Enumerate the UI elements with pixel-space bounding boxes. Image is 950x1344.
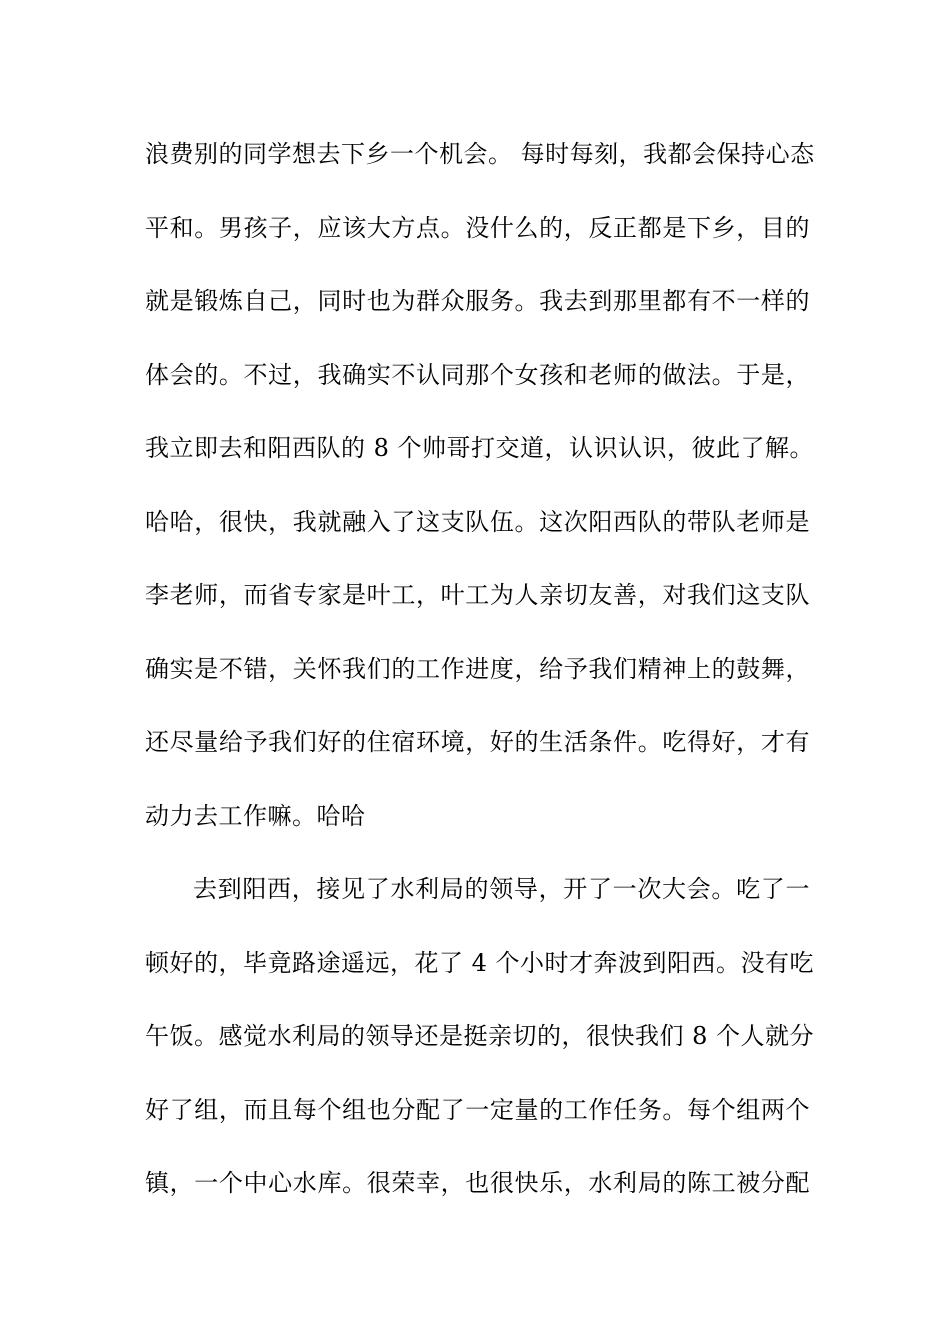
text-line: 还尽量给予我们好的住宿环境，好的生活条件。吃得好，才有 xyxy=(145,728,810,756)
text-line: 镇，一个中心水库。很荣幸，也很快乐，水利局的陈工被分配 xyxy=(145,1169,810,1197)
text-line: 我立即去和阳西队的 8 个帅哥打交道，认识认识，彼此了解。 xyxy=(145,434,815,462)
text-line: 去到阳西，接见了水利局的领导，开了一次大会。吃了一 xyxy=(193,875,810,903)
text-line: 午饭。感觉水利局的领导还是挺亲切的，很快我们 8 个人就分 xyxy=(145,1022,815,1050)
text-line: 好了组，而且每个组也分配了一定量的工作任务。每个组两个 xyxy=(145,1095,810,1124)
text-line: 浪费别的同学想去下乡一个机会。 每时每刻，我都会保持心态 xyxy=(145,140,815,168)
text-line: 平和。男孩子，应该大方点。没什么的，反正都是下乡，目的 xyxy=(145,213,810,242)
body-text xyxy=(145,126,815,1229)
text-line: 确实是不错，关怀我们的工作进度，给予我们精神上的鼓舞， xyxy=(145,654,810,683)
text-line: 就是锻炼自己，同时也为群众服务。我去到那里都有不一样的 xyxy=(145,287,810,315)
paragraph-2 xyxy=(145,861,815,1229)
text-line: 李老师，而省专家是叶工，叶工为人亲切友善，对我们这支队 xyxy=(145,581,810,609)
text-line: 体会的。不过，我确实不认同那个女孩和老师的做法。于是， xyxy=(145,360,810,389)
text-line: 哈哈，很快，我就融入了这支队伍。这次阳西队的带队老师是 xyxy=(145,507,810,536)
text-line: 顿好的，毕竟路途遥远，花了 4 个小时才奔波到阳西。没有吃 xyxy=(145,948,815,977)
text-line: 动力去工作嘛。哈哈 xyxy=(145,801,366,830)
paragraph-1 xyxy=(145,126,815,861)
